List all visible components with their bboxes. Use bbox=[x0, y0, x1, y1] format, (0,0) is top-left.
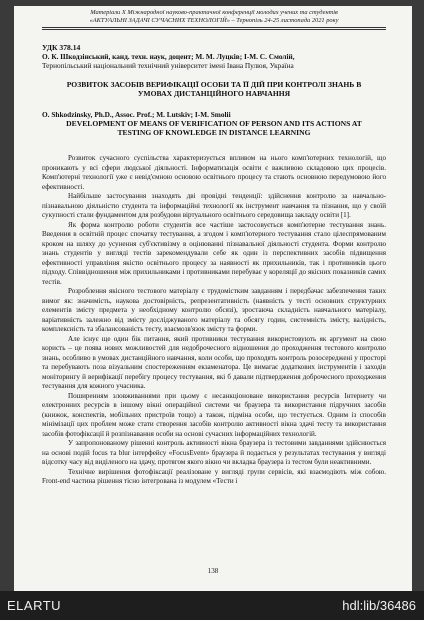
paragraph: Найбільше застосування знаходять дві провідні тенденції: здійснення контролю за навчально-пізнавальною діяльністю студента та інформаційні технології як інструмент навчання та пізнання, що у своїй сукупності стали фундаментом для розбудови віртуального освітнього середовища закладу освіти [1]. bbox=[42, 192, 386, 219]
paragraph: У запропонованому рішенні контроль активності вікна браузера із тестовими завданнями здійснюється на основі подій focus та blur інтерфейсу «FocusEvent» браузера й подається у результатах тестування у вигляді відсотку часу від виділеного на здачу, протягом якого вікно чи вкладка браузера із тестом були неактивними. bbox=[42, 439, 386, 466]
header-divider-bottom bbox=[42, 29, 386, 30]
title-ua bbox=[42, 80, 386, 98]
paragraph: Але існує ще один бік питання, який противники тестування використовують як аргумент на свою користь – це поява нових можливостей для недоброчесного відношення до проходження тестового контролю знань, особливо в умовах дистанційного навчання, коли особи, що проходять контроль розосереджені у просторі та перебувають поза візуальним спостереженням екзаменатора. Це вимагає додаткових інструментів і заходів моніторингу й верифікації перебігу процесу тестування, які б давали підтвердження доброчесного проходження тестування для кожного учасника. bbox=[42, 334, 386, 390]
paragraph: Технічне вирішення фотофіксації реалізоване у вигляді групи сервісів, які взаємодіють між собою. Front-end частина рішення тісно інтегрована із модулем «Тести і bbox=[42, 467, 386, 485]
repository-name: ELARTU bbox=[7, 598, 62, 613]
title-en-line-1: DEVELOPMENT OF MEANS OF VERIFICATION OF PERSON AND ITS ACTIONS AT bbox=[66, 119, 362, 128]
authors-block bbox=[42, 52, 392, 70]
document-page bbox=[14, 6, 412, 591]
paragraph: Розвиток сучасного суспільства характеризується впливом на нього комп'ютерних технологій, що проникають у всі сфери людської діяльності. Інформатизація освіти є важливою складовою цих процесів. Комп'ютерні технології уже є невід'ємною основою освітнього процесу та стають основною передумовою його ефективності. bbox=[42, 154, 386, 191]
paragraph: Розроблення якісного тестового матеріалу є трудомістким завданням і передбачає забезпечення таких вимог як: значимість, наукова достовірність, репрезентативність (наявність у тесті основних структурних елементів змісту предмета у необхідному контролю обсязі), зростаюча складність навчального матеріалу, варіативність залежно від змісту досліджуваного матеріалу та обсягу годин, системність змісту, валідність, комплексність та збалансованість тесту, взаємозв'язок змісту та форми. bbox=[42, 287, 386, 333]
paragraph: Як форма контролю роботи студентів все частіше застосовується комп'ютерне тестування знань. Введення в освітній процес спочатку тестування, а згодом і комп'ютерного тестування стало цілеспрямованим кроком на шляху до усунення суб'єктивізму в оцінюванні пізнавальної діяльності студента. Форми контролю знань студентів у вигляді тестів зарекомендували себе як один із перспективних засобів підвищення ефективності управління якістю освітнього процесу за наявності як прихильників, так і противників цього підходу. Співвідношення між прихильниками і противниками перебуває у кореляції до якісних показників самих тестів. bbox=[42, 220, 386, 286]
header-divider-top bbox=[42, 27, 386, 28]
page-number: 138 bbox=[207, 567, 219, 575]
header-line-2: «АКТУАЛЬНІ ЗАДАЧІ СУЧАСНИХ ТЕХНОЛОГІЙ» – Тернопіль 24-25 листопада 2021 року bbox=[89, 17, 339, 24]
udk-code: УДК 378.14 bbox=[42, 43, 81, 52]
repository-footer-bar bbox=[0, 591, 424, 620]
affiliation: Тернопільський національний технічний університет імені Івана Пулюя, Україна bbox=[42, 61, 294, 70]
title-en bbox=[42, 119, 386, 137]
title-ua-line-2: УМОВАХ ДИСТАНЦІЙНОГО НАВЧАННЯ bbox=[137, 89, 291, 99]
paragraph: Поширенням зловживаннями при цьому є несанкціоноване використання ресурсів Інтернету чи електронних ресурсів в іншому вікні операційної системи чи браузера та використання підручних засобів (книжок, конспектів, мобільних пристроїв тощо) а також, підміна особи, що тестується. Одним із способів мінімізації цих проблем може стати створення засобів контролю активності вікна здачі тесту та використання засобів фотофіксації й розпізнавання особи на основі сучасних інформаційних технологій. bbox=[42, 391, 386, 438]
title-en-line-2: TESTING OF KNOWLEDGE IN DISTANCE LEARNING bbox=[117, 128, 311, 138]
authors-ua: О. К. Шкодзінський, канд. техн. наук, доцент; М. М. Луцків; І-М. С. Смолій, bbox=[42, 52, 295, 61]
article-body bbox=[42, 154, 386, 487]
header-line-1: Матеріали Х Міжнародної науково-практичної конференції молодих учених та студентів bbox=[90, 9, 338, 16]
title-ua-line-1: РОЗВИТОК ЗАСОБІВ ВЕРИФІКАЦІЇ ОСОБИ ТА ЇЇ ДІЙ ПРИ КОНТРОЛІ ЗНАНЬ В bbox=[66, 80, 362, 89]
authors-en: O. Shkodzinsky, Ph.D., Assoc. Prof.; M. Lutskiv; I-M. Smolii bbox=[42, 110, 231, 119]
conference-header bbox=[44, 9, 384, 25]
handle-identifier[interactable]: hdl:lib/36486 bbox=[342, 598, 416, 613]
